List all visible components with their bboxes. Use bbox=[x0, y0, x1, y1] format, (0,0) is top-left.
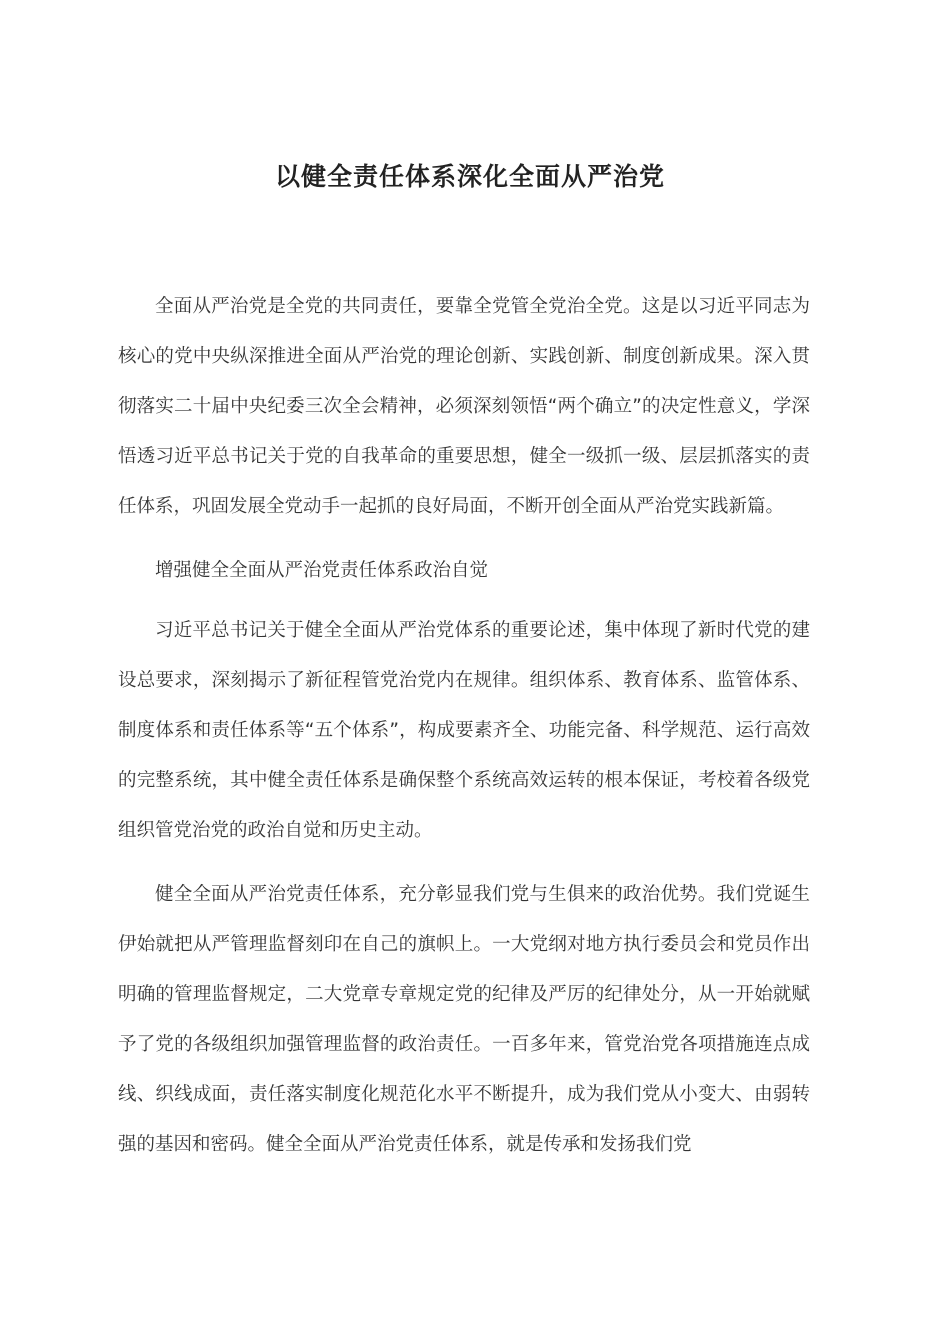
paragraph-history: 健全全面从严治党责任体系，充分彰显我们党与生俱来的政治优势。我们党诞生伊始就把从严管理监督刻印在自己的旗帜上。一大党纲对地方执行委员会和党员作出明确的管理监督规定，二大党章专章规定党的纪律及严厉的纪律处分，从一开始就赋予了党的各级组织加强管理监督的政治责任。一百多年来，管党治党各项措施连点成线、织线成面，责任落实制度化规范化水平不断提升，成为我们党从小变大、由弱转强的基因和密码。健全全面从严治党责任体系，就是传承和发扬我们党 bbox=[118, 884, 810, 1155]
document-title: 以健全责任体系深化全面从严治党 bbox=[274, 162, 665, 191]
document-body bbox=[118, 282, 810, 1184]
paragraph-intro: 全面从严治党是全党的共同责任，要靠全党管全党治全党。这是以习近平同志为核心的党中央纵深推进全面从严治党的理论创新、实践创新、制度创新成果。深入贯彻落实二十届中央纪委三次全会精神，必须深刻领悟“两个确立”的决定性意义，学深悟透习近平总书记关于党的自我革命的重要思想，健全一级抓一级、层层抓落实的责任体系，巩固发展全党动手一起抓的良好局面，不断开创全面从严治党实践新篇。 bbox=[118, 296, 810, 517]
paragraph-system: 习近平总书记关于健全全面从严治党体系的重要论述，集中体现了新时代党的建设总要求，深刻揭示了新征程管党治党内在规律。组织体系、教育体系、监管体系、制度体系和责任体系等“五个体系”，构成要素齐全、功能完备、科学规范、运行高效的完整系统，其中健全责任体系是确保整个系统高效运转的根本保证，考校着各级党组织管党治党的政治自觉和历史主动。 bbox=[118, 620, 810, 841]
section-heading: 增强健全全面从严治党责任体系政治自觉 bbox=[155, 560, 489, 581]
